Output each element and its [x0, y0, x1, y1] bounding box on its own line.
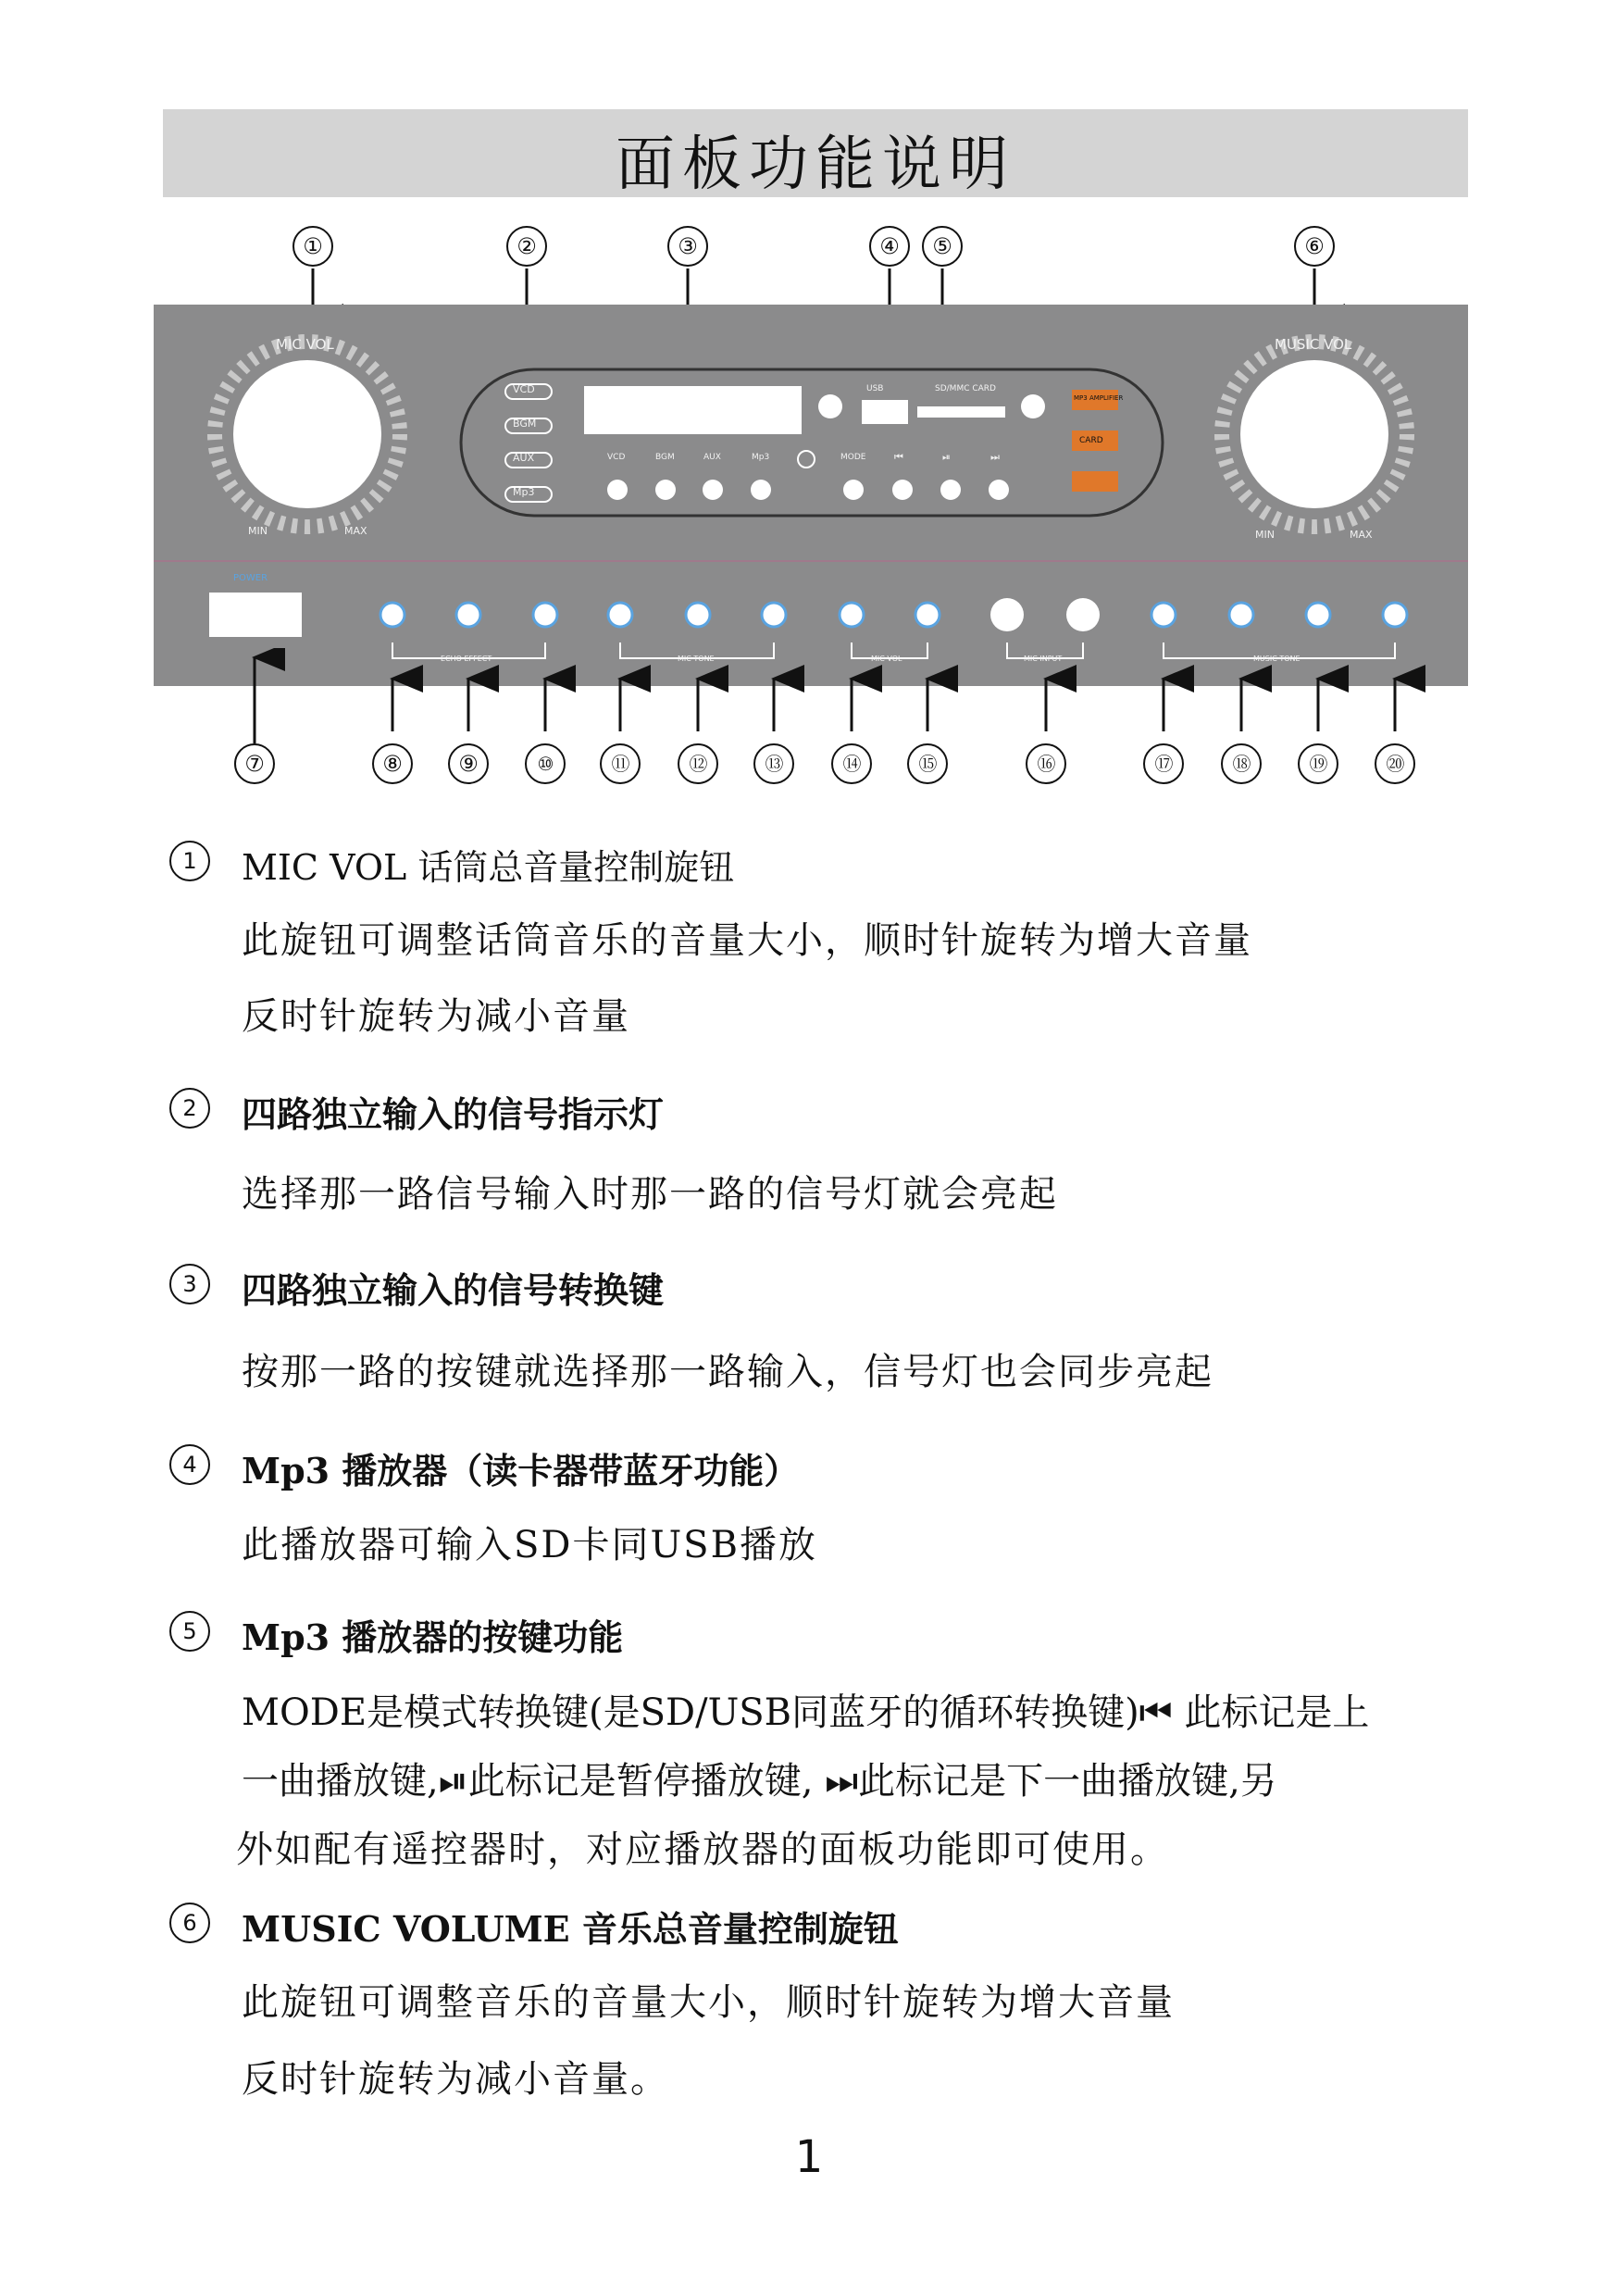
bgm-button-label: BGM [655, 453, 675, 462]
usb-port [862, 400, 908, 424]
prev-button-label: ⏮ [894, 451, 903, 463]
mic-input-label: MIC INPUT [1024, 655, 1063, 663]
panel-graphics [154, 305, 1468, 686]
section-number: 5 [169, 1611, 210, 1652]
mic-vol-knob [233, 360, 381, 508]
section-text: 此播放器可输入SD卡同USB播放 [242, 1524, 817, 1566]
callout-6: ⑥ [1294, 226, 1335, 267]
music-max-label: MAX [1350, 529, 1373, 541]
display-module [461, 369, 1163, 516]
next-button-label: ⏭ [990, 451, 1000, 463]
power-label: POWER [233, 573, 268, 583]
btn-bgm-label: BGM [513, 418, 537, 430]
callout-10: ⑩ [525, 743, 566, 784]
callout-14: ⑭ [831, 743, 872, 784]
mic-max-label: MAX [344, 525, 367, 537]
badge-card: CARD [1079, 436, 1103, 445]
callout-7: ⑦ [234, 743, 275, 784]
play-button-label: ⏯ [942, 451, 951, 463]
card-slot [917, 406, 1005, 418]
section-text: 此旋钮可调整话筒音乐的音量大小，顺时针旋转为增大音量 [242, 919, 1252, 962]
lcd-display [584, 386, 802, 434]
section-text: MODE是模式转换键(是SD/USB同蓝牙的循环转换键)⏮ 此标记是上 [242, 1691, 1370, 1734]
callout-12: ⑫ [678, 743, 718, 784]
section-number: 6 [169, 1903, 210, 1943]
front-panel [154, 305, 1468, 686]
callout-16: ⑯ [1026, 743, 1066, 784]
callout-18: ⑱ [1221, 743, 1262, 784]
callout-20: ⑳ [1375, 743, 1415, 784]
section-number: 3 [169, 1264, 210, 1304]
section-heading: 四路独立输入的信号指示灯 [242, 1093, 665, 1135]
music-tone-label: MUSIC TONE [1253, 655, 1301, 663]
mode-button-label: MODE [840, 453, 866, 462]
callout-5: ⑤ [922, 226, 963, 267]
callout-17: ⑰ [1143, 743, 1184, 784]
section-text: 选择那一路信号输入时那一路的信号灯就会亮起 [242, 1173, 1058, 1216]
callout-15: ⑮ [907, 743, 948, 784]
btn-aux-label: AUX [513, 452, 535, 464]
section-heading: Mp3 播放器的按键功能 [242, 1616, 624, 1658]
page-title: 面板功能说明 [616, 131, 1015, 199]
callout-2: ② [506, 226, 547, 267]
usb-label: USB [866, 384, 884, 393]
section-text: 此旋钮可调整音乐的音量大小，顺时针旋转为增大音量 [242, 1981, 1175, 2024]
section-heading: 四路独立输入的信号转换键 [242, 1269, 665, 1311]
callout-13: ⑬ [753, 743, 794, 784]
callout-4: ④ [869, 226, 910, 267]
section-heading: MUSIC VOLUME 音乐总音量控制旋钮 [242, 1908, 899, 1950]
callout-3: ③ [667, 226, 708, 267]
callout-1: ① [292, 226, 333, 267]
section-number: 2 [169, 1088, 210, 1129]
section-heading: Mp3 播放器（读卡器带蓝牙功能） [242, 1450, 800, 1491]
music-vol-knob [1240, 360, 1388, 508]
section-number: 4 [169, 1444, 210, 1485]
callout-8: ⑧ [372, 743, 413, 784]
callout-19: ⑲ [1298, 743, 1338, 784]
mic-vol-label: MIC VOL [276, 336, 334, 353]
section-text: 外如配有遥控器时，对应播放器的面板功能即可使用。 [236, 1828, 1169, 1871]
mp3-button-label: Mp3 [752, 453, 770, 462]
section-text: 反时针旋转为减小音量 [242, 995, 630, 1038]
section-text: 按那一路的按键就选择那一路输入，信号灯也会同步亮起 [242, 1351, 1214, 1393]
mic-vol-group-label: MIC VOL [871, 655, 902, 663]
callout-9: ⑨ [448, 743, 489, 784]
music-min-label: MIN [1255, 529, 1275, 541]
btn-mp3-label: Mp3 [513, 486, 535, 498]
badge-mp3: MP3 AMPLIFIER [1074, 394, 1124, 402]
section-text: 一曲播放键,⏯此标记是暂停播放键, ⏭此标记是下一曲播放键,另 [242, 1760, 1277, 1803]
callout-11: ⑪ [600, 743, 641, 784]
aux-button-label: AUX [703, 453, 721, 462]
vcd-button-label: VCD [607, 453, 626, 462]
section-heading: MIC VOL 话筒总音量控制旋钮 [242, 847, 735, 888]
mic-tone-label: MIC TONE [678, 655, 715, 663]
btn-vcd-label: VCD [513, 383, 535, 395]
music-vol-label: MUSIC VOL [1275, 336, 1352, 353]
page-number: 1 [794, 2131, 824, 2183]
echo-effect-label: ECHO EFFECT [441, 655, 492, 663]
mic-min-label: MIN [248, 525, 268, 537]
section-text: 反时针旋转为减小音量。 [242, 2058, 669, 2101]
callout-arrows-bottom [0, 648, 1618, 750]
section-number: 1 [169, 841, 210, 881]
power-display [209, 593, 302, 637]
card-label: SD/MMC CARD [935, 384, 996, 393]
